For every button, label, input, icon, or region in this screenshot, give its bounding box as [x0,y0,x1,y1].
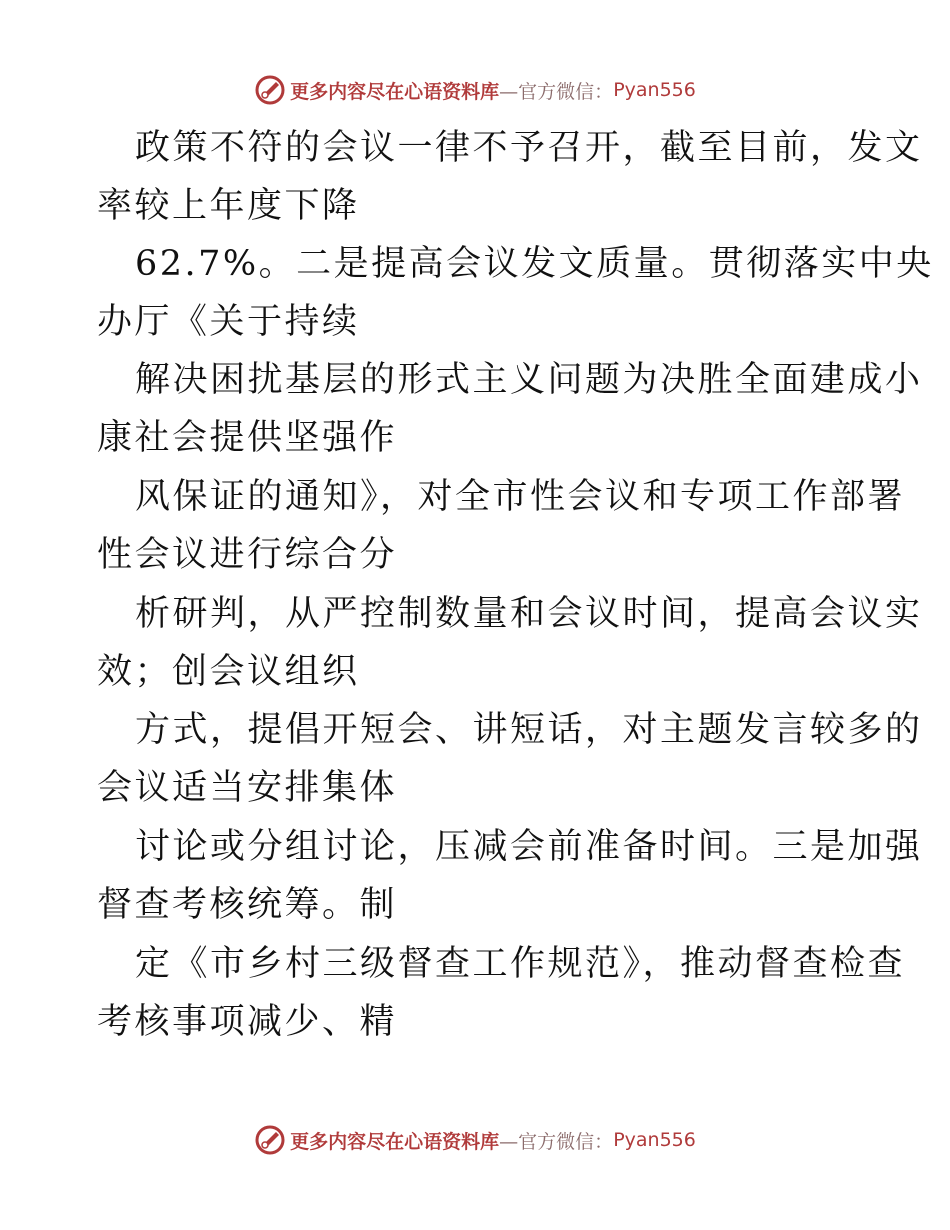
body-line: 康社会提供坚强作 [97,418,398,458]
body-line: 办厅《关于持续 [97,302,360,342]
body-line: 讨论或分组讨论，压减会前准备时间。三是加强 [135,827,923,867]
body-line: 62.7%。二是提高会议发文质量。贯彻落实中央 [135,244,934,284]
header-brand-text: 更多内容尽在心语资料库 [290,80,500,103]
footer-wechat-id: Pyan556 [613,1129,696,1151]
body-line: 风保证的通知》，对全市性会议和专项工作部署 [135,477,906,517]
body-line: 解决困扰基层的形式主义问题为决胜全面建成小 [135,360,923,400]
body-line: 政策不符的会议一律不予召开，截至目前，发文 [135,128,923,168]
footer-banner [0,1120,950,1160]
body-line: 率较上年度下降 [97,186,360,226]
body-line: 会议适当安排集体 [97,768,398,808]
footer-brand-text: 更多内容尽在心语资料库 [290,1130,500,1153]
body-line: 督查考核统筹。制 [97,885,398,925]
brand-logo-icon [254,74,286,106]
body-line: 定《市乡村三级督查工作规范》，推动督查检查 [135,944,906,984]
brand-logo-icon [254,1124,286,1156]
footer-separator-text: —官方微信： [499,1130,614,1153]
body-line: 析研判，从严控制数量和会议时间，提高会议实 [135,594,923,634]
header-separator-text: —官方微信： [499,80,614,103]
header-wechat-id: Pyan556 [613,79,696,101]
body-line: 性会议进行综合分 [97,535,398,575]
body-line: 效；创会议组织 [97,652,360,692]
body-line: 考核事项减少、精 [97,1002,398,1042]
header-banner [0,70,950,110]
body-line: 方式，提倡开短会、讲短话，对主题发言较多的 [135,710,923,750]
